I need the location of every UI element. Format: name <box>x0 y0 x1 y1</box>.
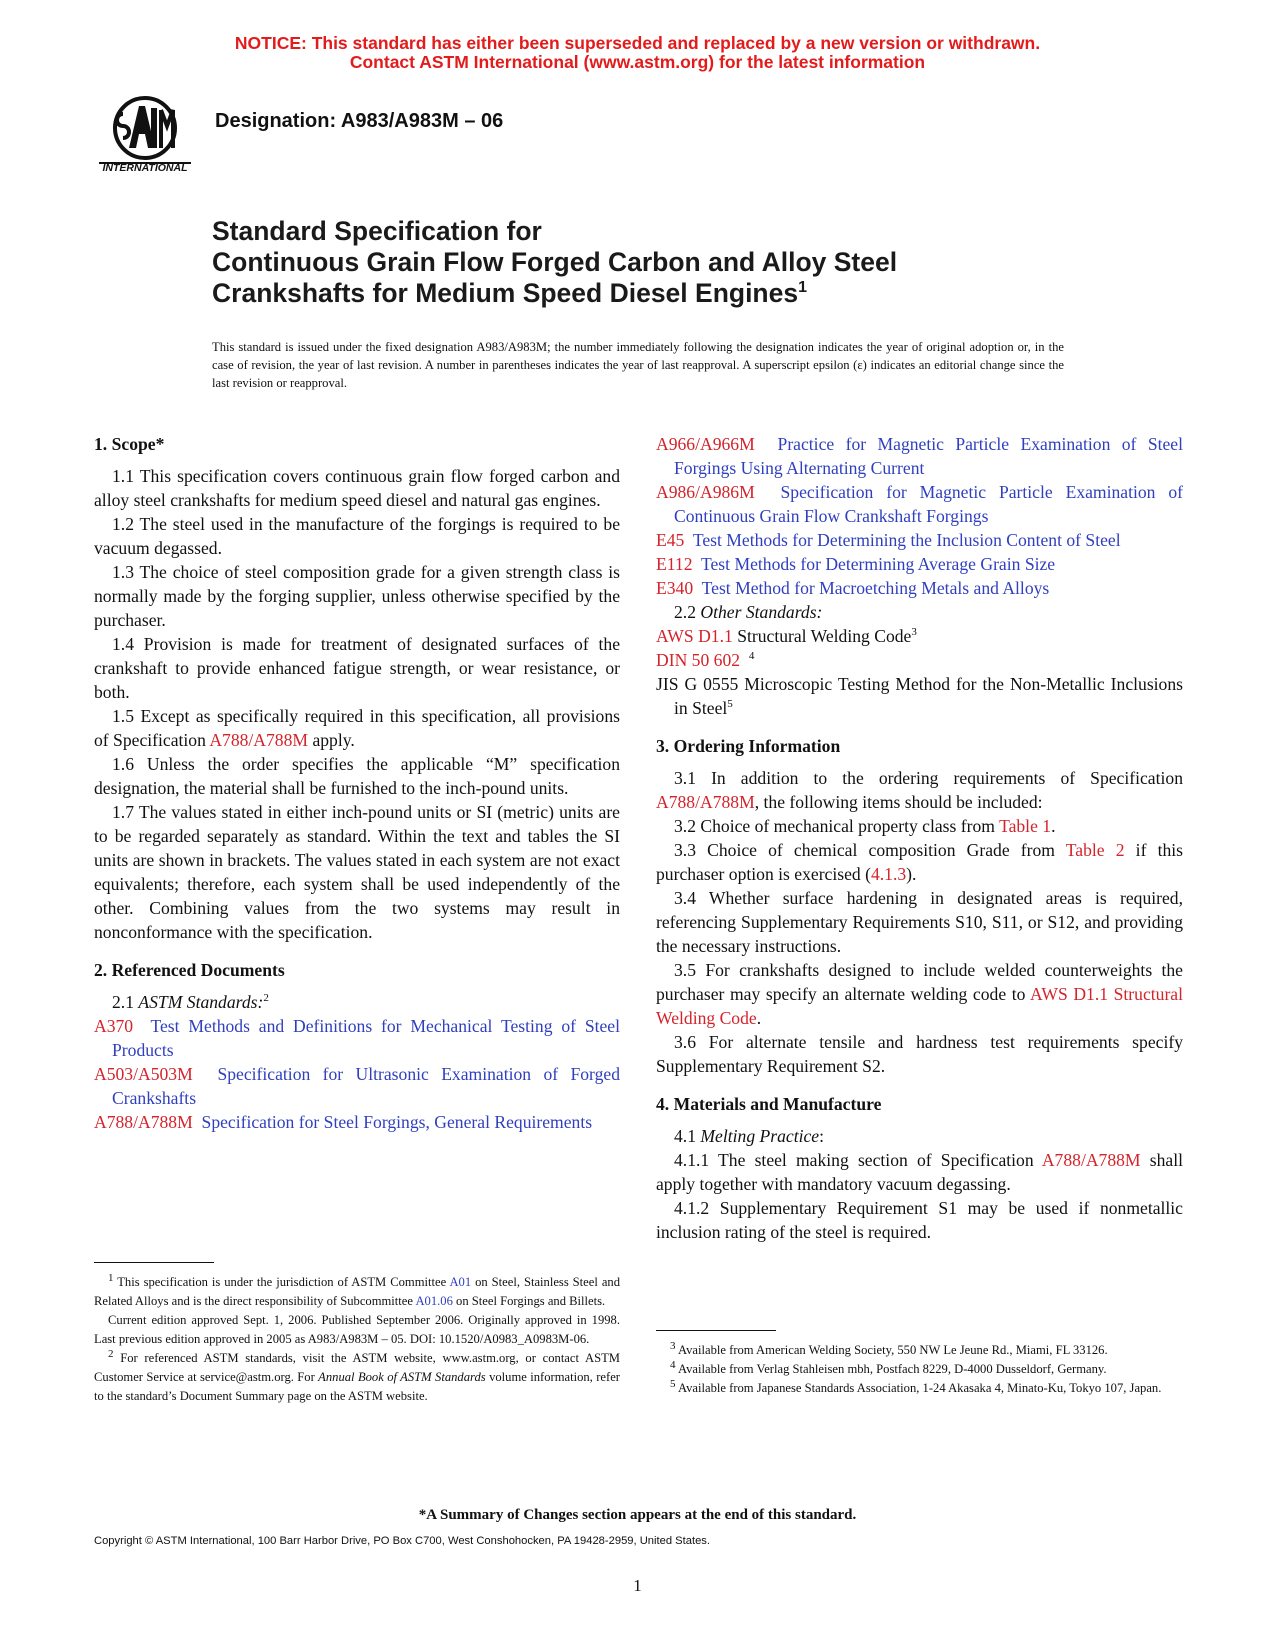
ref-title: JIS G 0555 Microscopic Testing Method for the Non-Metallic Inclusions in Steel <box>656 674 1183 718</box>
document-title <box>212 216 897 309</box>
section-heading-scope: 1. Scope* <box>94 434 165 454</box>
footnote-2-book: Annual Book of ASTM Standards <box>318 1370 486 1384</box>
ref-title[interactable]: Test Method for Macroetching Metals and Alloys <box>701 578 1050 598</box>
para-3-3-text-2: if this purchaser option is exercised ( <box>656 840 1183 884</box>
para-1-5-end: apply. <box>308 730 355 750</box>
link-4-1-3[interactable]: 4.1.3 <box>870 864 907 884</box>
footnote-1-text-2: on Steel, Stainless Steel and Related Alloys and is the direct responsibility of Subcommittee <box>94 1275 621 1308</box>
footnote-3-mark: 3 <box>670 1339 676 1352</box>
ref-code[interactable]: E112 <box>656 554 693 574</box>
ref-e112[interactable] <box>656 552 1183 576</box>
para-4-1 <box>656 1124 1183 1148</box>
ref-aws[interactable] <box>656 624 1183 648</box>
footnotes-left <box>94 1262 620 1406</box>
footnote-1-edition: Current edition approved Sept. 1, 2006. Published September 2006. Originally approved in 1998. Last previous edition approved in 2005 as A983/A983M – 05. DOI: 10.1520/A0983_A0983M-06. <box>94 1313 620 1346</box>
footnote-5-mark: 5 <box>670 1377 676 1390</box>
link-a788[interactable]: A788/A788M <box>209 730 309 750</box>
footnote-mark-4: 4 <box>748 650 755 663</box>
footnotes-right <box>656 1330 1183 1398</box>
link-a788[interactable]: A788/A788M <box>1041 1150 1141 1170</box>
page-number: 1 <box>633 1576 642 1595</box>
summary-of-changes-note: *A Summary of Changes section appears at the end of this standard. <box>418 1507 857 1523</box>
copyright: Copyright © ASTM International, 100 Barr Harbor Drive, PO Box C700, West Conshohocken, PA 19428-2959, United States. <box>94 1535 710 1547</box>
notice-line-1: NOTICE: This standard has either been superseded and replaced by a new version or withdrawn. <box>234 33 1041 53</box>
ref-jis <box>656 672 1183 720</box>
para-3-1-text: 3.1 In addition to the ordering requirements of Specification <box>674 768 1183 788</box>
ref-title[interactable]: Specification for Magnetic Particle Examination of Continuous Grain Flow Crankshaft Forgings <box>674 482 1184 526</box>
ref-title[interactable]: Test Methods for Determining Average Grain Size <box>700 554 1056 574</box>
para-4-1-num: 4.1 <box>674 1126 701 1146</box>
notice-line-2: Contact ASTM International (www.astm.org) for the latest information <box>349 52 926 72</box>
ref-code[interactable]: A966/A966M <box>656 434 755 454</box>
para-2-2-label: Other Standards: <box>700 602 823 622</box>
ref-a370[interactable] <box>94 1014 620 1062</box>
footnote-2-text: For referenced ASTM standards, visit the ASTM website, www.astm.org, or contact ASTM Customer Service at service@astm.org. For <box>94 1351 620 1384</box>
para-1-7: 1.7 The values stated in either inch-pound units or SI (metric) units are to be regarded separately as standard. Within the text and tables the SI units are shown in brackets. The values stated in each system are not exact equivalents; therefore, each system shall be used independently of the other. Combining values from the two systems may result in nonconformance with the specification. <box>94 802 620 942</box>
title-footnote-mark: 1 <box>798 279 807 297</box>
footnote-4 <box>656 1360 1183 1379</box>
para-4-1-label: Melting Practice <box>700 1126 820 1146</box>
footnote-2 <box>94 1349 620 1406</box>
footnote-3 <box>656 1341 1183 1360</box>
footnote-mark-3: 3 <box>911 626 917 639</box>
astm-logo <box>93 92 197 182</box>
ref-title[interactable]: Practice for Magnetic Particle Examination of Steel Forgings Using Alternating Current <box>674 434 1183 478</box>
para-4-1-1-end: shall apply together with mandatory vacuum degassing. <box>656 1150 1183 1194</box>
link-table-2[interactable]: Table 2 <box>1065 840 1125 860</box>
ref-title[interactable]: Test Methods for Determining the Inclusion Content of Steel <box>692 530 1121 550</box>
ref-code[interactable]: A788/A788M <box>94 1112 193 1132</box>
ref-code[interactable]: A986/A986M <box>656 482 755 502</box>
para-1-3: 1.3 The choice of steel composition grade for a given strength class is normally made by the forging supplier, unless otherwise specified by the purchaser. <box>94 562 620 630</box>
para-2-1-num: 2.1 <box>112 992 139 1012</box>
footnote-5 <box>656 1379 1183 1398</box>
para-3-3 <box>656 838 1183 886</box>
footnote-3-text: Available from American Welding Society, 550 NW Le Jeune Rd., Miami, FL 33126. <box>675 1343 1108 1357</box>
footnote-1-mark: 1 <box>108 1271 114 1284</box>
ref-title[interactable]: Specification for Ultrasonic Examination of Forged Crankshafts <box>112 1064 621 1108</box>
para-1-6: 1.6 Unless the order specifies the applicable “M” specification designation, the material shall be furnished to the inch-pound units. <box>94 754 620 798</box>
designation: Designation: A983/A983M – 06 <box>215 110 504 132</box>
ref-a503[interactable] <box>94 1062 620 1110</box>
para-1-1: 1.1 This specification covers continuous grain flow forged carbon and alloy steel crankshafts for medium speed diesel and natural gas engines. <box>94 466 620 510</box>
title-line-1: Standard Specification for <box>212 216 542 246</box>
footnote-rule <box>656 1330 776 1331</box>
para-2-2 <box>656 600 1183 624</box>
ref-din[interactable] <box>656 648 1183 672</box>
ref-title[interactable]: Specification for Steel Forgings, General Requirements <box>201 1112 593 1132</box>
footnote-4-mark: 4 <box>670 1358 676 1371</box>
section-heading-referenced: 2. Referenced Documents <box>94 960 285 980</box>
ref-code[interactable]: E45 <box>656 530 685 550</box>
para-3-2-end: . <box>1051 816 1056 836</box>
para-3-5-text: 3.5 For crankshafts designed to include welded counterweights the purchaser may specify an alternate welding code to <box>656 960 1183 1004</box>
left-column <box>94 432 620 1134</box>
link-committee-a01[interactable]: A01 <box>449 1275 472 1289</box>
title-line-2: Continuous Grain Flow Forged Carbon and Alloy Steel <box>212 247 898 277</box>
para-3-3-end: ). <box>906 864 917 884</box>
footnote-mark-5: 5 <box>727 698 733 711</box>
para-3-6: 3.6 For alternate tensile and hardness test requirements specify Supplementary Requirement S2. <box>656 1032 1183 1076</box>
ref-a788[interactable] <box>94 1110 620 1134</box>
ref-title[interactable]: Test Methods and Definitions for Mechanical Testing of Steel Products <box>112 1016 620 1060</box>
ref-a986[interactable] <box>656 480 1183 528</box>
para-1-5-text: 1.5 Except as specifically required in this specification, all provisions of Specification <box>94 706 620 750</box>
para-4-1-end: : <box>819 1126 824 1146</box>
footnote-mark-2: 2 <box>263 992 269 1005</box>
footnote-2-mark: 2 <box>108 1347 114 1360</box>
para-3-5 <box>656 958 1183 1030</box>
link-aws-d11[interactable]: AWS D1.1 Structural Welding Code <box>656 984 1184 1028</box>
ref-a966[interactable] <box>656 432 1183 480</box>
para-4-1-1 <box>656 1148 1183 1196</box>
para-3-2-text: 3.2 Choice of mechanical property class from <box>674 816 1000 836</box>
title-line-3: Crankshafts for Medium Speed Diesel Engines <box>212 278 799 308</box>
para-1-2: 1.2 The steel used in the manufacture of the forgings is required to be vacuum degassed. <box>94 514 620 558</box>
link-table-1[interactable]: Table 1 <box>999 816 1052 836</box>
para-4-1-1-text: 4.1.1 The steel making section of Specification <box>674 1150 1042 1170</box>
ref-code[interactable]: DIN 50 602 <box>656 650 741 670</box>
ref-e340[interactable] <box>656 576 1183 600</box>
footnote-1 <box>94 1273 620 1311</box>
ref-code[interactable]: E340 <box>656 578 694 598</box>
footnote-4-text: Available from Verlag Stahleisen mbh, Postfach 8229, D-4000 Dusseldorf, Germany. <box>675 1362 1107 1376</box>
link-subcommittee-a0106[interactable]: A01.06 <box>415 1294 453 1308</box>
para-4-1-2: 4.1.2 Supplementary Requirement S1 may be used if nonmetallic inclusion rating of the steel is required. <box>656 1198 1183 1242</box>
para-1-4: 1.4 Provision is made for treatment of designated surfaces of the crankshaft to provide enhanced fatigue strength, or wear resistance, or both. <box>94 634 620 702</box>
issued-note: This standard is issued under the fixed designation A983/A983M; the number immediately following the designation indicates the year of original adoption or, in the case of revision, the year of last revision. A number in parentheses indicates the year of last reapproval. A superscript epsilon (ε) indicates an editorial change since the last revision or reapproval. <box>212 340 1064 390</box>
ref-code[interactable]: AWS D1.1 <box>656 626 733 646</box>
withdrawal-notice <box>0 34 1275 72</box>
footnote-2-text-2: volume information, refer to the standard’s Document Summary page on the ASTM website. <box>94 1370 620 1403</box>
ref-e45[interactable] <box>656 528 1183 552</box>
logo-caption: INTERNATIONAL <box>102 162 188 174</box>
ref-title: Structural Welding Code <box>732 626 912 646</box>
footnote-rule <box>94 1262 214 1263</box>
footnote-1-text: This specification is under the jurisdiction of ASTM Committee <box>113 1275 450 1289</box>
para-2-1 <box>94 990 620 1014</box>
footnote-5-text: Available from Japanese Standards Association, 1-24 Akasaka 4, Minato-Ku, Tokyo 107, Japan. <box>675 1381 1162 1395</box>
para-3-2 <box>656 814 1183 838</box>
ref-code[interactable]: A503/A503M <box>94 1064 193 1084</box>
section-heading-ordering: 3. Ordering Information <box>656 736 841 756</box>
right-column <box>656 432 1183 1244</box>
footnote-1-text-3: on Steel Forgings and Billets. <box>452 1294 606 1308</box>
para-3-5-end: . <box>756 1008 762 1028</box>
para-3-1 <box>656 766 1183 814</box>
para-1-5 <box>94 704 620 752</box>
ref-code[interactable]: A370 <box>94 1016 134 1036</box>
para-3-3-text: 3.3 Choice of chemical composition Grade from <box>674 840 1066 860</box>
para-3-1-end: , the following items should be included: <box>754 792 1043 812</box>
para-3-4: 3.4 Whether surface hardening in designated areas is required, referencing Supplementary Requirements S10, S11, or S12, and providing the necessary instructions. <box>656 888 1183 956</box>
link-a788[interactable]: A788/A788M <box>656 792 755 812</box>
para-2-2-num: 2.2 <box>674 602 701 622</box>
section-heading-materials: 4. Materials and Manufacture <box>656 1094 882 1114</box>
para-2-1-label: ASTM Standards: <box>138 992 264 1012</box>
